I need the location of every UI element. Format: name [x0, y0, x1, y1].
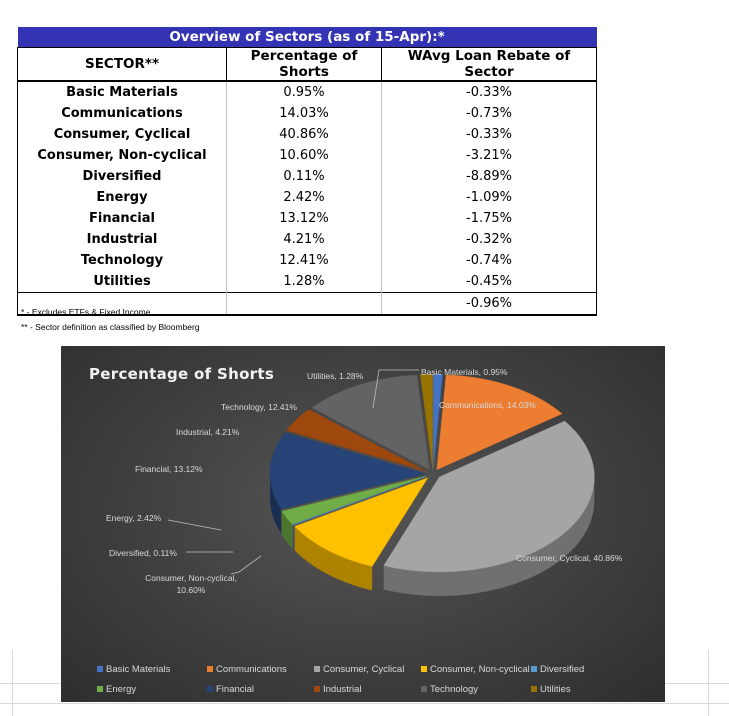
sector-cell: Consumer, Non-cyclical	[18, 145, 227, 166]
rebate-cell: -3.21%	[382, 145, 597, 166]
data-label: Communications, 14.03%	[439, 400, 536, 410]
rebate-cell: -0.45%	[382, 271, 597, 293]
legend-item	[421, 664, 530, 675]
leader-line	[168, 520, 221, 530]
rebate-cell: -0.96%	[382, 293, 597, 316]
legend-item	[97, 664, 170, 675]
percentage-cell: 13.12%	[227, 208, 382, 229]
legend-swatch	[531, 686, 537, 692]
percentage-cell: 2.42%	[227, 187, 382, 208]
legend-label: Industrial	[323, 684, 362, 695]
percentage-cell: 1.28%	[227, 271, 382, 293]
data-label: Diversified, 0.11%	[109, 548, 177, 558]
legend-swatch	[421, 666, 427, 672]
header-sector: SECTOR**	[18, 48, 227, 82]
table-row	[18, 208, 597, 229]
sector-cell: Utilities	[18, 271, 227, 293]
footnote-excludes: * - Excludes ETFs & Fixed Income	[21, 307, 151, 317]
table-title: Overview of Sectors (as of 15-Apr):*	[18, 27, 597, 48]
rebate-cell: -1.09%	[382, 187, 597, 208]
rebate-cell: -8.89%	[382, 166, 597, 187]
sector-cell: Technology	[18, 250, 227, 271]
table-row	[18, 124, 597, 145]
rebate-cell: -0.32%	[382, 229, 597, 250]
data-label: Financial, 13.12%	[135, 464, 203, 474]
sector-cell: Consumer, Cyclical	[18, 124, 227, 145]
sector-cell: Communications	[18, 103, 227, 124]
legend-swatch	[207, 666, 213, 672]
table-row	[18, 187, 597, 208]
data-label: Utilities, 1.28%	[307, 371, 364, 381]
legend-label: Communications	[216, 664, 287, 675]
sector-cell: Diversified	[18, 166, 227, 187]
data-label: Basic Materials, 0.95%	[421, 367, 508, 377]
table-row	[18, 145, 597, 166]
percentage-cell	[227, 293, 382, 316]
gridline	[708, 650, 709, 716]
legend-item	[421, 684, 478, 695]
rebate-cell: -0.33%	[382, 124, 597, 145]
data-label: Industrial, 4.21%	[176, 427, 240, 437]
rebate-cell: -1.75%	[382, 208, 597, 229]
table-row	[18, 166, 597, 187]
legend-label: Consumer, Cyclical	[323, 664, 405, 675]
footnote-sector-definition: ** - Sector definition as classified by Bloomberg	[21, 322, 200, 332]
rebate-cell: -0.74%	[382, 250, 597, 271]
legend-label: Diversified	[540, 664, 585, 675]
legend-label: Technology	[430, 684, 479, 695]
gridline	[12, 650, 13, 716]
legend-label: Energy	[106, 684, 137, 695]
sector-overview-table	[17, 27, 597, 316]
legend-swatch	[314, 666, 320, 672]
legend-swatch	[421, 686, 427, 692]
pie-chart	[61, 346, 665, 702]
legend-label: Basic Materials	[106, 664, 171, 675]
legend-swatch	[97, 666, 103, 672]
table-row	[18, 250, 597, 271]
legend-item	[531, 664, 584, 675]
legend-item	[207, 664, 287, 675]
percentage-cell: 4.21%	[227, 229, 382, 250]
data-label: Energy, 2.42%	[106, 513, 162, 523]
table-row	[18, 81, 597, 103]
legend-item	[314, 664, 404, 675]
sector-cell: Industrial	[18, 229, 227, 250]
sector-cell: Financial	[18, 208, 227, 229]
legend-item	[207, 684, 254, 695]
pie-chart-canvas	[61, 346, 665, 702]
legend-swatch	[97, 686, 103, 692]
pie-slice-side	[292, 525, 293, 550]
percentage-cell: 0.11%	[227, 166, 382, 187]
percentage-cell: 10.60%	[227, 145, 382, 166]
legend-label: Consumer, Non-cyclical	[430, 664, 530, 675]
chart-title: Percentage of Shorts	[89, 365, 275, 383]
legend-swatch	[531, 666, 537, 672]
legend-label: Financial	[216, 684, 255, 695]
leader-line	[231, 556, 261, 574]
legend-item	[97, 684, 136, 695]
legend-swatch	[314, 686, 320, 692]
percentage-cell: 0.95%	[227, 81, 382, 103]
legend-item	[314, 684, 362, 695]
percentage-cell: 14.03%	[227, 103, 382, 124]
table-row	[18, 229, 597, 250]
header-rebate: WAvg Loan Rebate of Sector	[382, 48, 597, 82]
legend-item	[531, 684, 571, 695]
data-label: Technology, 12.41%	[221, 402, 297, 412]
data-label: Consumer, Non-cyclical, 10.60%	[145, 573, 237, 595]
table-row	[18, 271, 597, 293]
rebate-cell: -0.33%	[382, 81, 597, 103]
legend-label: Utilities	[540, 684, 571, 695]
percentage-cell: 40.86%	[227, 124, 382, 145]
sector-cell: Basic Materials	[18, 81, 227, 103]
table-row	[18, 103, 597, 124]
header-percentage: Percentage of Shorts	[227, 48, 382, 82]
data-label: Consumer, Cyclical, 40.86%	[516, 553, 623, 563]
rebate-cell: -0.73%	[382, 103, 597, 124]
gridline	[0, 703, 729, 704]
sector-cell: Energy	[18, 187, 227, 208]
percentage-cell: 12.41%	[227, 250, 382, 271]
legend-swatch	[207, 686, 213, 692]
